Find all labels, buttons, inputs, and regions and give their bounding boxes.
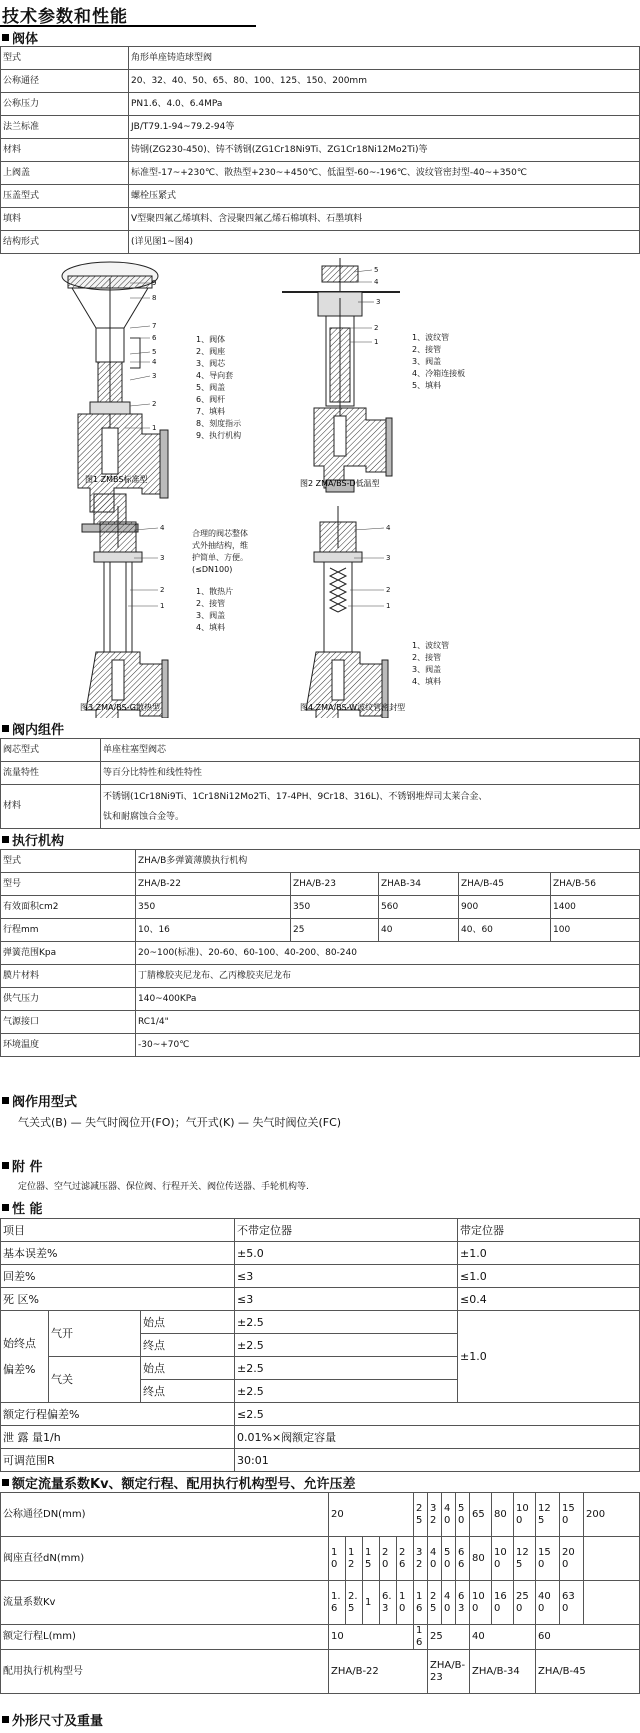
table-cell: 丁腈橡胶夹尼龙布、乙丙橡胶夹尼龙布	[136, 965, 640, 988]
table-cell: 流量特性	[1, 762, 101, 785]
table-row	[1, 965, 640, 988]
table-cell: 560	[379, 896, 459, 919]
table-cell: 60	[536, 1625, 640, 1650]
table-cell: 150	[560, 1493, 584, 1537]
table-row	[1, 139, 640, 162]
table-row	[1, 1242, 640, 1265]
table-row	[1, 70, 640, 93]
table-cell: 额定行程L(mm)	[1, 1625, 329, 1650]
table-cell: 可调范围R	[1, 1449, 235, 1472]
table-cell: 16	[414, 1625, 428, 1650]
table-cell: 26	[397, 1537, 414, 1581]
table-row	[1, 231, 640, 254]
table-cell: 1	[363, 1581, 380, 1625]
table-cell: 回差%	[1, 1265, 235, 1288]
table-cell: 200	[560, 1537, 584, 1581]
table-cell: 10	[329, 1537, 346, 1581]
section-heading-internals: 阀内组件	[2, 719, 64, 738]
table-cell: 泄 露 量1/h	[1, 1426, 235, 1449]
table-row	[1, 873, 640, 896]
figure-3-number: 3	[160, 554, 165, 562]
table-row	[1, 1265, 640, 1288]
figure-2-legend-item: 2、接管	[412, 345, 442, 354]
table-cell: 带定位器	[458, 1219, 640, 1242]
figure-1-number: 5	[152, 348, 157, 356]
figure-3-number: 4	[160, 524, 165, 532]
table-cell: 1.6	[329, 1581, 346, 1625]
table-cell: ZHA/B-23	[428, 1650, 470, 1694]
valve-figures	[0, 258, 640, 718]
table-cell: 100	[514, 1493, 536, 1537]
table-cell: ZHAB-34	[379, 873, 459, 896]
table-cell: 铸钢(ZG230-450)、铸不锈钢(ZG1Cr18Ni9Ti、ZG1Cr18Ni12Mo2Ti)等	[129, 139, 640, 162]
table-row	[1, 739, 640, 762]
table-cell: ≤2.5	[235, 1403, 640, 1426]
table-cell: 不带定位器	[235, 1219, 458, 1242]
section-heading-action: 阀作用型式	[2, 1091, 77, 1110]
figure-1-legend-item: 7、填料	[196, 407, 226, 416]
table-cell: 10、16	[136, 919, 291, 942]
figure-2-legend	[412, 332, 465, 390]
figure-2-drawing	[282, 258, 400, 492]
table-row	[1, 1581, 640, 1625]
table-cell: ±2.5	[235, 1357, 458, 1380]
figure-3-note-line: 式外抽结构，维	[192, 541, 248, 550]
table-cell: 终点	[141, 1380, 235, 1403]
table-cell: ZHA/B-45	[459, 873, 551, 896]
table-cell: 16	[414, 1581, 428, 1625]
table-cell: 等百分比特性和线性特性	[101, 762, 640, 785]
table-cell: 标准型-17~+230℃、散热型+230~+450℃、低温型-60~-196℃、波纹管密封型-40~+350℃	[129, 162, 640, 185]
table-cell: 66	[456, 1537, 470, 1581]
table-row	[1, 185, 640, 208]
figure-1-number: 2	[152, 400, 157, 408]
figure-4-legend-item: 1、波纹管	[412, 641, 450, 650]
table-cell: 螺栓压紧式	[129, 185, 640, 208]
table-cell: ≤0.4	[458, 1288, 640, 1311]
table-cell: 材料	[1, 785, 101, 829]
table-cell: 基本误差%	[1, 1242, 235, 1265]
table-cell: 630	[560, 1581, 584, 1625]
table-cell: 流量系数Kv	[1, 1581, 329, 1625]
table-cell: 填料	[1, 208, 129, 231]
table-cell: 20	[380, 1537, 397, 1581]
table-cell: 公称通径	[1, 70, 129, 93]
figure-3-legend-item: 4、填料	[196, 623, 226, 632]
performance-table	[0, 1218, 640, 1472]
figure-3-note	[192, 528, 248, 574]
figure-1-drawing	[62, 262, 168, 532]
table-cell: 10	[397, 1581, 414, 1625]
figure-2-legend-item: 3、阀盖	[412, 357, 442, 366]
table-cell: 1400	[551, 896, 640, 919]
table-cell: 150	[536, 1537, 560, 1581]
table-row	[1, 762, 640, 785]
table-cell: ±5.0	[235, 1242, 458, 1265]
table-cell: 材料	[1, 139, 129, 162]
table-cell: PN1.6、4.0、6.4MPa	[129, 93, 640, 116]
table-cell: 40	[379, 919, 459, 942]
table-cell: 50	[442, 1537, 456, 1581]
table-cell: RC1/4"	[136, 1011, 640, 1034]
figure-1-legend-item: 5、阀盖	[196, 383, 226, 392]
table-cell	[101, 785, 640, 829]
figure-4-caption: 图4 ZMA/BS-W波纹管密封型	[300, 703, 406, 712]
figure-2-number: 1	[374, 338, 379, 346]
figure-3-drawing	[86, 506, 168, 718]
table-cell: 32	[428, 1493, 442, 1537]
figure-4-drawing	[306, 506, 391, 718]
materials-line: 不锈钢(1Cr18Ni9Ti、1Cr18Ni12Mo2Ti、17-4PH、9Cr18、316L)、不锈钢堆焊司太莱合金、	[103, 791, 488, 802]
table-cell: 环境温度	[1, 1034, 136, 1057]
table-cell: (详见图1~图4)	[129, 231, 640, 254]
figure-2-caption: 图2 ZMA/BS-D低温型	[300, 479, 380, 488]
table-cell: 25	[414, 1493, 428, 1537]
table-cell: 型号	[1, 873, 136, 896]
table-cell: 25	[428, 1581, 442, 1625]
flow-table	[0, 1492, 640, 1694]
table-row	[1, 93, 640, 116]
table-cell: 40、60	[459, 919, 551, 942]
table-cell: 12	[346, 1537, 363, 1581]
table-cell: 20~100(标准)、20-60、60-100、40-200、80-240	[136, 942, 640, 965]
table-cell: 单座柱塞型阀芯	[101, 739, 640, 762]
table-cell: 40	[470, 1625, 536, 1650]
table-row	[1, 785, 640, 829]
figure-1-number: 1	[152, 424, 157, 432]
table-cell: 350	[136, 896, 291, 919]
figure-4-number: 3	[386, 554, 391, 562]
table-cell: 100	[551, 919, 640, 942]
table-cell	[584, 1537, 640, 1581]
table-row	[1, 47, 640, 70]
table-cell: 始点	[141, 1311, 235, 1334]
table-row	[1, 1625, 640, 1650]
figure-4-legend-item: 3、阀盖	[412, 665, 442, 674]
table-row	[1, 1034, 640, 1057]
figure-2-legend-item: 4、冷箱连接板	[412, 369, 466, 378]
figure-2-number: 4	[374, 278, 379, 286]
figure-3-number: 1	[160, 602, 165, 610]
figure-3-note-line: (≤DN100)	[192, 565, 233, 574]
table-cell: 始终点偏差%	[1, 1311, 49, 1403]
table-row	[1, 1449, 640, 1472]
table-row	[1, 896, 640, 919]
figure-3-legend-item: 1、散热片	[196, 587, 234, 596]
table-row	[1, 116, 640, 139]
table-cell: 40	[442, 1493, 456, 1537]
figure-1-number: 9	[152, 279, 157, 287]
figure-1-legend-item: 6、阀杆	[196, 395, 226, 404]
table-cell: 阀芯型式	[1, 739, 101, 762]
table-cell	[584, 1581, 640, 1625]
figure-1-caption: 图1 ZMBS标准型	[85, 475, 148, 484]
table-cell: 20	[329, 1493, 414, 1537]
table-cell: 200	[584, 1493, 640, 1537]
table-cell: 配用执行机构型号	[1, 1650, 329, 1694]
figure-4-number: 1	[386, 602, 391, 610]
table-cell: 行程mm	[1, 919, 136, 942]
figure-1-number: 3	[152, 372, 157, 380]
figure-1-legend-item: 2、阀座	[196, 347, 226, 356]
table-cell: 20、32、40、50、65、80、100、125、150、200mm	[129, 70, 640, 93]
table-cell: 0.01%×阀额定容量	[235, 1426, 640, 1449]
table-row	[1, 850, 640, 873]
figure-4-number: 4	[386, 524, 391, 532]
figure-4-legend-item: 2、接管	[412, 653, 442, 662]
table-cell: JB/T79.1-94~79.2-94等	[129, 116, 640, 139]
table-cell: 125	[514, 1537, 536, 1581]
table-cell: ZHA/B-56	[551, 873, 640, 896]
figure-3-legend	[196, 586, 233, 632]
table-cell: 气源接口	[1, 1011, 136, 1034]
figure-4-legend	[412, 640, 449, 686]
materials-line: 钛和耐腐蚀合金等。	[103, 811, 185, 822]
section-heading-actuator: 执行机构	[2, 830, 64, 849]
table-cell: 250	[514, 1581, 536, 1625]
table-row	[1, 1288, 640, 1311]
table-cell: ≤3	[235, 1265, 458, 1288]
accessories-text: 定位器、空气过滤减压器、保位阀、行程开关、阀位传送器、手轮机构等.	[18, 1182, 309, 1192]
table-cell: 供气压力	[1, 988, 136, 1011]
table-cell: 65	[470, 1493, 492, 1537]
table-cell: 100	[470, 1581, 492, 1625]
table-row	[1, 1011, 640, 1034]
table-cell: 公称压力	[1, 93, 129, 116]
table-cell: 400	[536, 1581, 560, 1625]
action-text: 气关式(B) — 失气时阀位开(FO)；气开式(K) — 失气时阀位关(FC)	[18, 1116, 342, 1129]
table-cell: 140~400KPa	[136, 988, 640, 1011]
table-cell: 30:01	[235, 1449, 640, 1472]
table-row	[1, 1311, 640, 1334]
table-cell: 角形单座铸造球型阀	[129, 47, 640, 70]
table-cell: 气关	[49, 1357, 141, 1403]
table-cell: 80	[492, 1493, 514, 1537]
table-cell: ZHA/B-34	[470, 1650, 536, 1694]
table-row	[1, 1493, 640, 1537]
section-heading-valve-body: 阀体	[2, 28, 38, 47]
table-cell: ±1.0	[458, 1242, 640, 1265]
table-cell: 法兰标准	[1, 116, 129, 139]
table-cell: 额定行程偏差%	[1, 1403, 235, 1426]
figure-1-legend-item: 8、刻度指示	[196, 419, 242, 428]
figure-4-legend-item: 4、填料	[412, 677, 442, 686]
table-cell: ZHA/B多弹簧薄膜执行机构	[136, 850, 640, 873]
section-heading-accessories: 附 件	[2, 1156, 43, 1175]
table-cell: ZHA/B-23	[291, 873, 379, 896]
table-cell: 32	[414, 1537, 428, 1581]
table-cell: 100	[492, 1537, 514, 1581]
table-cell: 项目	[1, 1219, 235, 1242]
figure-3-legend-item: 3、阀盖	[196, 611, 226, 620]
table-cell: ≤1.0	[458, 1265, 640, 1288]
table-cell: ±1.0	[458, 1311, 640, 1403]
table-row	[1, 1426, 640, 1449]
page-title: 技术参数和性能	[2, 7, 128, 27]
table-cell: 15	[363, 1537, 380, 1581]
table-cell: 始点	[141, 1357, 235, 1380]
table-cell: -30~+70℃	[136, 1034, 640, 1057]
table-cell: ≤3	[235, 1288, 458, 1311]
table-cell: 50	[456, 1493, 470, 1537]
table-cell: 公称通径DN(mm)	[1, 1493, 329, 1537]
table-cell: 25	[428, 1625, 470, 1650]
table-cell: 160	[492, 1581, 514, 1625]
table-cell: 40	[442, 1581, 456, 1625]
table-cell: 压盖型式	[1, 185, 129, 208]
actuator-table	[0, 849, 640, 1057]
figure-1-legend-item: 4、导向套	[196, 371, 234, 380]
section-heading-flow: 额定流量系数Kv、额定行程、配用执行机构型号、允许压差	[2, 1473, 356, 1492]
title-rule	[0, 25, 256, 27]
section-heading-performance: 性 能	[2, 1198, 43, 1217]
table-cell: 2.5	[346, 1581, 363, 1625]
figure-1-legend-item: 9、执行机构	[196, 431, 242, 440]
table-cell: 膜片材料	[1, 965, 136, 988]
figure-2-legend-item: 1、波纹管	[412, 333, 450, 342]
table-cell: V型聚四氟乙烯填料、含浸聚四氟乙烯石棉填料、石墨填料	[129, 208, 640, 231]
section-heading-dimensions: 外形尺寸及重量	[2, 1710, 103, 1729]
table-cell: ±2.5	[235, 1380, 458, 1403]
table-cell: 125	[536, 1493, 560, 1537]
table-cell: 350	[291, 896, 379, 919]
table-row	[1, 942, 640, 965]
table-cell: 阀座直径dN(mm)	[1, 1537, 329, 1581]
table-row	[1, 988, 640, 1011]
figure-1-number: 7	[152, 322, 157, 330]
table-cell: 40	[428, 1537, 442, 1581]
table-row	[1, 1537, 640, 1581]
table-cell: 气开	[49, 1311, 141, 1357]
table-cell: 结构形式	[1, 231, 129, 254]
table-cell: 900	[459, 896, 551, 919]
table-cell: 10	[329, 1625, 414, 1650]
table-cell: 型式	[1, 47, 129, 70]
figure-2-legend-item: 5、填料	[412, 381, 442, 390]
table-row	[1, 1403, 640, 1426]
table-row	[1, 919, 640, 942]
figure-1-legend-item: 1、阀体	[196, 335, 226, 344]
figure-2-number: 5	[374, 266, 379, 274]
table-row	[1, 1650, 640, 1694]
figure-3-note-line: 护简单、方便。	[192, 553, 248, 562]
table-row	[1, 162, 640, 185]
table-cell: ZHA/B-22	[136, 873, 291, 896]
figure-1-legend-item: 3、阀芯	[196, 359, 226, 368]
table-cell: 63	[456, 1581, 470, 1625]
table-cell: ±2.5	[235, 1334, 458, 1357]
table-cell: ±2.5	[235, 1311, 458, 1334]
figure-1-number: 4	[152, 358, 157, 366]
figure-3-legend-item: 2、接管	[196, 599, 226, 608]
table-cell: 型式	[1, 850, 136, 873]
figure-2-number: 2	[374, 324, 379, 332]
table-cell: ZHA/B-45	[536, 1650, 640, 1694]
table-cell: ZHA/B-22	[329, 1650, 428, 1694]
figure-1-number: 8	[152, 294, 157, 302]
figure-3-caption: 图3 ZMA/BS-G散热型	[80, 703, 160, 712]
table-cell: 80	[470, 1537, 492, 1581]
table-cell: 25	[291, 919, 379, 942]
figure-2-number: 3	[376, 298, 381, 306]
table-cell: 有效面积cm2	[1, 896, 136, 919]
figure-1-legend	[196, 334, 242, 440]
figure-1-number: 6	[152, 334, 157, 342]
table-cell: 上阀盖	[1, 162, 129, 185]
table-row	[1, 1219, 640, 1242]
table-row	[1, 208, 640, 231]
internals-table	[0, 738, 640, 829]
figure-3-note-line: 合理的阀芯整体	[192, 529, 248, 538]
table-cell: 终点	[141, 1334, 235, 1357]
figure-4-number: 2	[386, 586, 391, 594]
valve-body-table	[0, 46, 640, 254]
figure-3-number: 2	[160, 586, 165, 594]
table-cell: 6.3	[380, 1581, 397, 1625]
table-cell: 死 区%	[1, 1288, 235, 1311]
table-cell: 弹簧范围Kpa	[1, 942, 136, 965]
